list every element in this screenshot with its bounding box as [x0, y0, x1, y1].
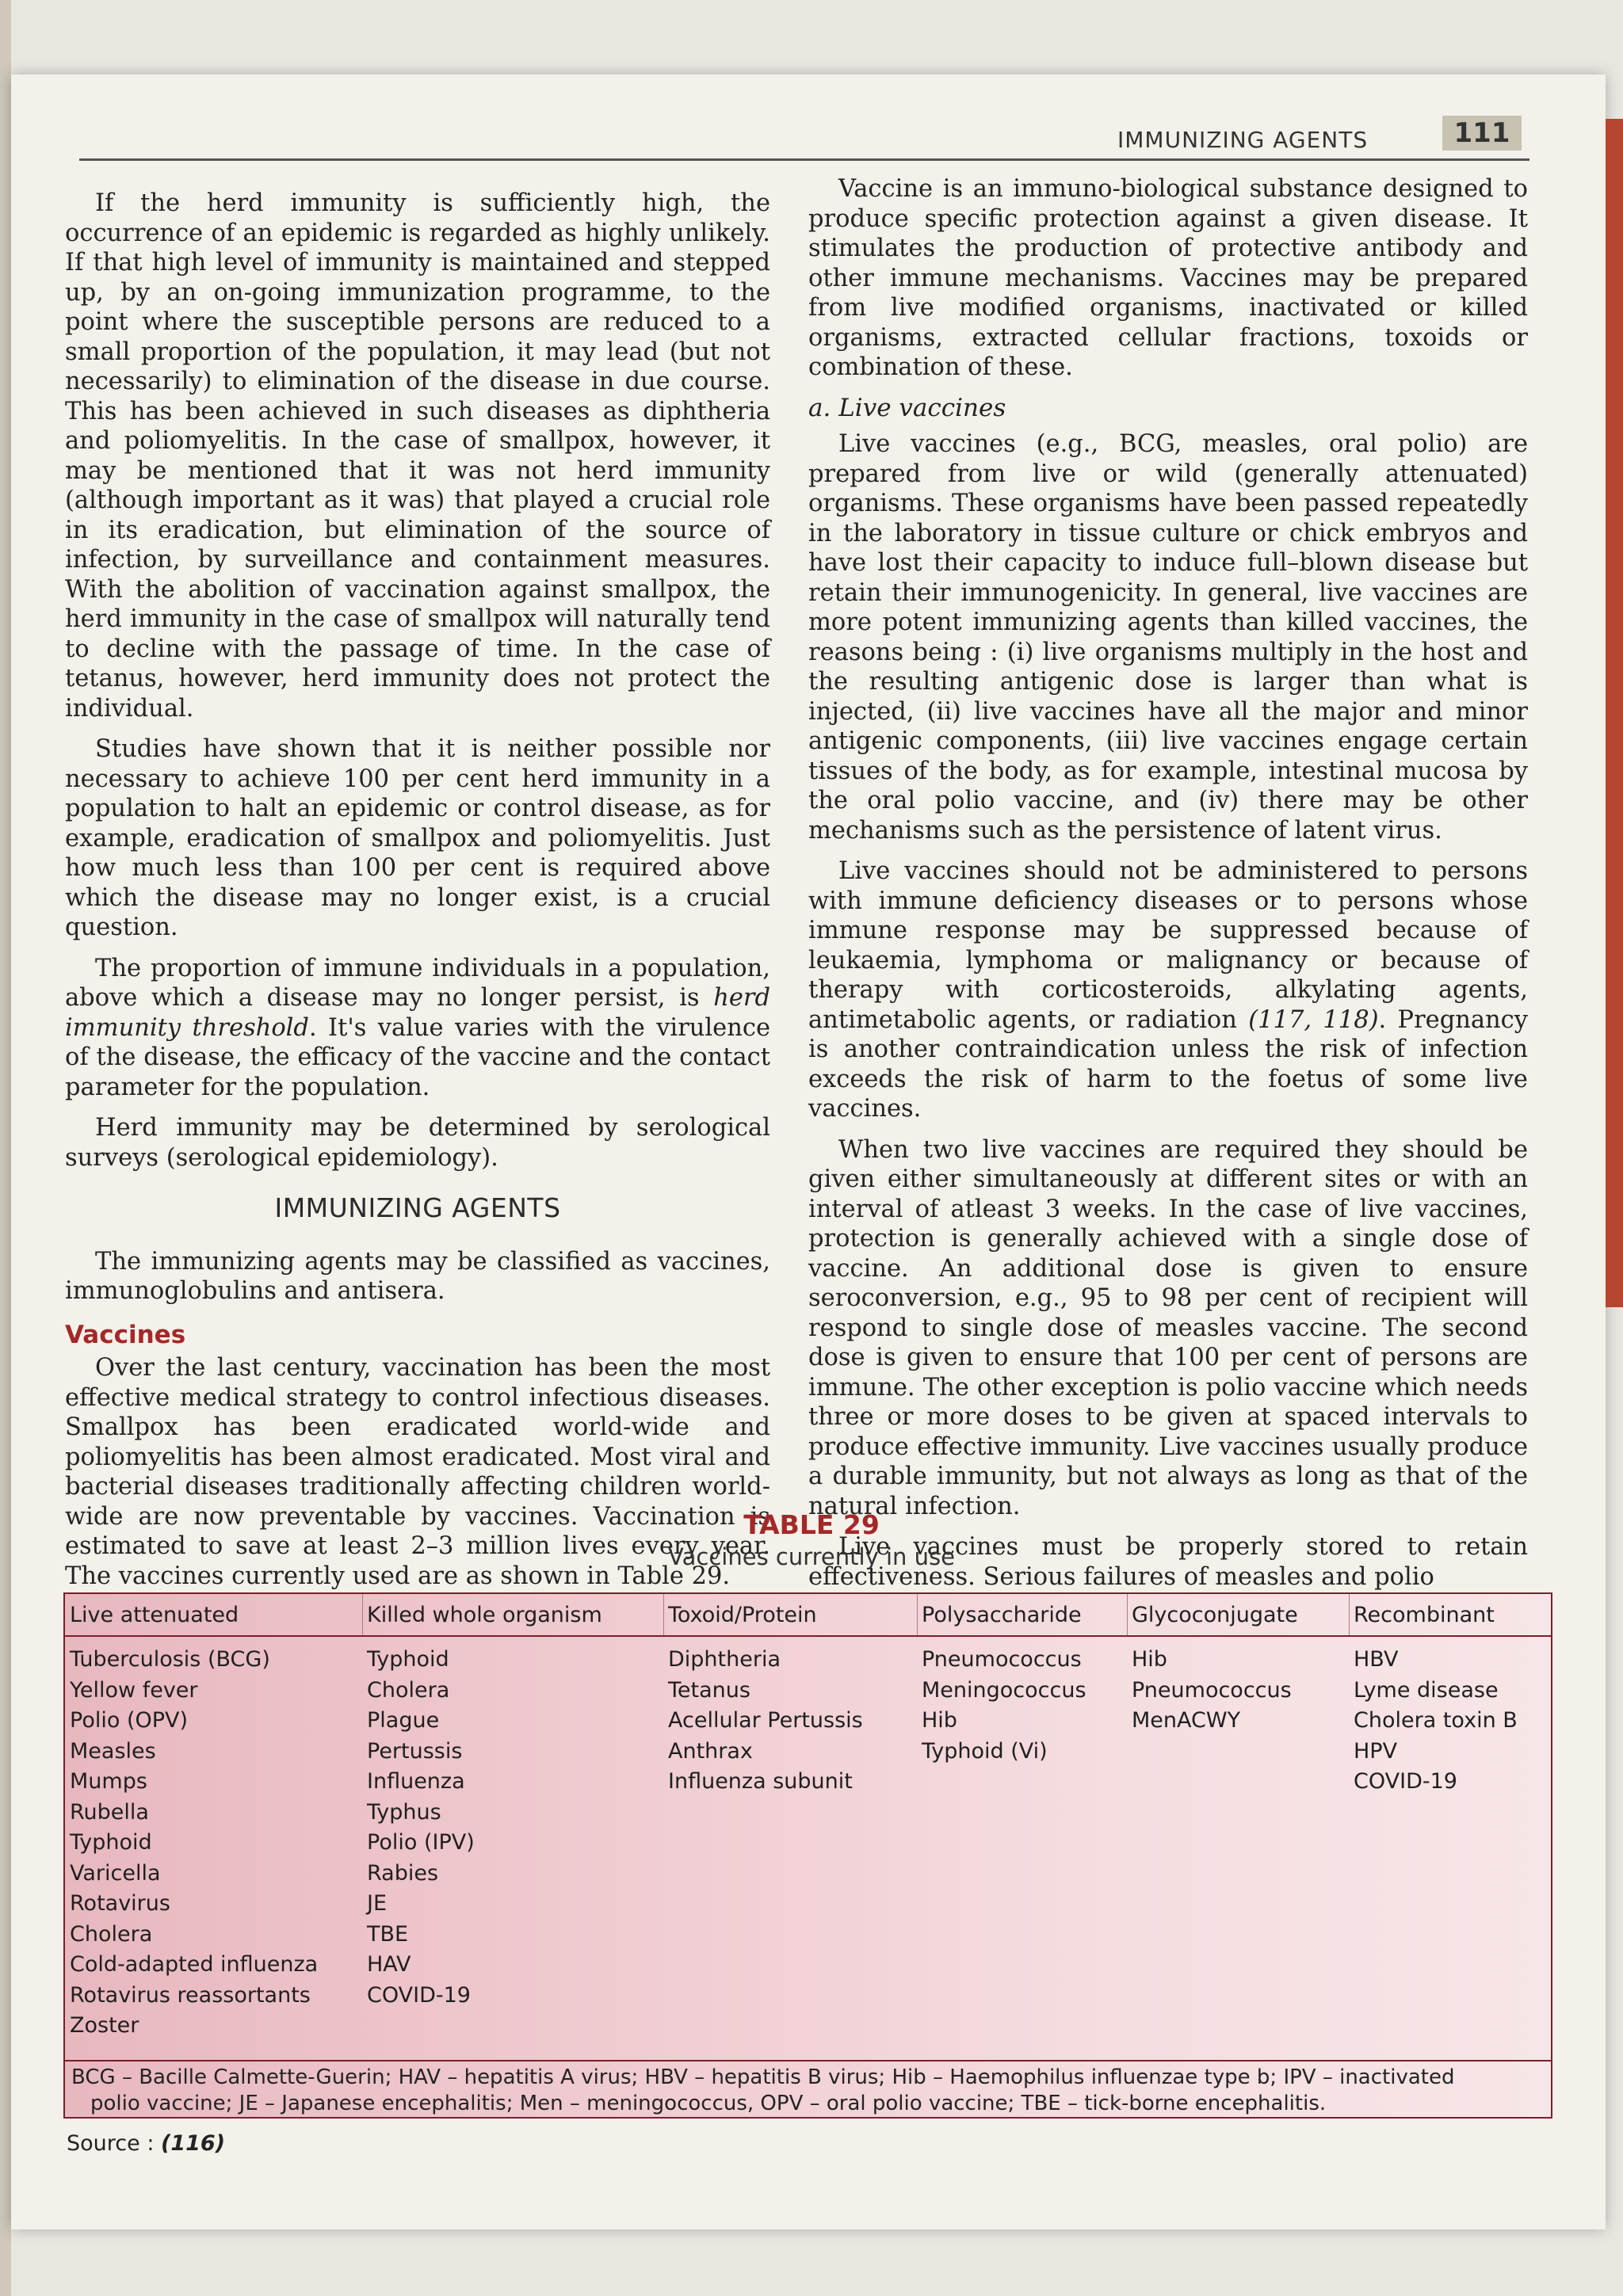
footnote-line: BCG – Bacille Calmette-Guerin; HAV – hepatitis A virus; HBV – hepatitis B virus; Hib – Haemophilus influenzae type b; IPV – inactivated: [71, 2065, 1455, 2089]
paragraph: If the herd immunity is sufficiently high, the occurrence of an epidemic is regarded as highly unlikely. If that high level of immunity is maintained and stepped up, by an on-going immunization programme, to the point where the susceptible persons are reduced to a small proportion of the population, it may lead (but not necessarily) to elimination of the disease in due course. This has been achieved in such diseases as diphtheria and poliomyelitis. In the case of smallpox, however, it may be mentioned that it was not herd immunity (although important as it was) that played a crucial role in its eradication, but elimination of the source of infection, by surveillance and containment measures. With the abolition of vaccination against smallpox, the herd immunity in the case of smallpox will naturally tend to decline with the passage of time. In the case of tetanus, however, herd immunity does not protect the individual.: [65, 189, 770, 723]
vaccines-table: [63, 1592, 1552, 2119]
table-cell: Hib: [922, 1708, 957, 1733]
table-cell: Influenza subunit: [668, 1769, 853, 1794]
table-cell: Acellular Pertussis: [668, 1708, 863, 1733]
column-header: Polysaccharide: [922, 1603, 1082, 1627]
paragraph: [65, 954, 770, 1103]
running-head: IMMUNIZING AGENTS: [1117, 127, 1369, 153]
table-source: [67, 2131, 225, 2156]
paragraph: The immunizing agents may be classified as vaccines, immunoglobulins and antisera.: [65, 1247, 770, 1305]
text-run: Live vaccines should not be administered to persons with immune deficiency diseases or to persons whose immune response may be suppressed because of leukaemia, lymphoma or malignancy or because of therapy with corticosteroids, alkylating agents, antimetabolic agents, or radiation: [808, 857, 1528, 1034]
column-list: [668, 1645, 863, 1798]
section-title: IMMUNIZING AGENTS: [274, 1192, 561, 1223]
footnote-line: polio vaccine; JE – Japanese encephalitis; Men – meningococcus, OPV – oral polio vaccine; TBE – tick-borne encephalitis.: [90, 2092, 1327, 2115]
table-cell: HBV: [1354, 1647, 1399, 1672]
paragraph: [808, 856, 1528, 1124]
table-column: [1349, 1594, 1551, 2061]
source-label: Source :: [67, 2131, 161, 2156]
table-cell: Measles: [70, 1738, 156, 1764]
table-cell: Pneumococcus: [922, 1647, 1082, 1672]
table-cell: Lyme disease: [1354, 1677, 1499, 1703]
table-cell: Pertussis: [367, 1738, 463, 1764]
header-rule: [79, 158, 1529, 161]
table-column: [917, 1594, 1127, 2061]
citation: (117, 118): [1248, 1005, 1379, 1034]
page-number: 111: [1442, 116, 1522, 151]
table-column: [1127, 1594, 1349, 2061]
paragraph: Herd immunity may be determined by serological surveys (serological epidemiology).: [65, 1114, 770, 1172]
table-cell: Typhus: [367, 1799, 441, 1825]
left-column: [65, 189, 770, 1602]
table-subtitle: Vaccines currently in use: [668, 1543, 955, 1570]
paragraph: Live vaccines must be properly stored to retain effectiveness. Serious failures of measles and polio: [808, 1533, 1528, 1591]
text-run: . Pregnancy is another contraindication unless the risk of infection exceeds the risk of harm to the foetus of some live vaccines.: [808, 1005, 1528, 1123]
table-cell: Cholera: [367, 1677, 450, 1703]
column-header: Live attenuated: [70, 1603, 239, 1627]
table-column: [65, 1594, 362, 2061]
column-header: Glycoconjugate: [1132, 1603, 1298, 1627]
table-cell: Rabies: [367, 1860, 439, 1886]
table-column: [362, 1594, 663, 2061]
table-cell: Zoster: [70, 2013, 139, 2038]
column-list: [367, 1645, 475, 2011]
table-cell: Polio (OPV): [70, 1708, 189, 1733]
table-cell: Varicella: [70, 1860, 161, 1886]
table-cell: Hib: [1132, 1647, 1167, 1672]
table-cell: COVID-19: [1354, 1769, 1457, 1794]
text-run: The proportion of immune individuals in a population, above which a disease may no longer persist, is: [65, 954, 770, 1012]
table-cell: Rotavirus reassortants: [70, 1982, 311, 2008]
table-cell: Rotavirus: [70, 1891, 170, 1916]
table-cell: HPV: [1354, 1738, 1398, 1764]
emphasis-term: herd immunity threshold: [65, 984, 770, 1042]
subsection-title: Vaccines: [65, 1320, 186, 1349]
table-cell: MenACWY: [1132, 1708, 1241, 1733]
text-run: . It's value varies with the virulence of the disease, the efficacy of the vaccine and the contact parameter for the population.: [65, 1013, 770, 1101]
book-spine: [0, 0, 11, 2296]
source-ref: (116): [161, 2131, 226, 2156]
table-cell: Cold-adapted influenza: [70, 1952, 319, 1977]
table-column: [663, 1594, 917, 2061]
column-list: [70, 1645, 318, 2042]
paragraph: Live vaccines (e.g., BCG, measles, oral polio) are prepared from live or wild (generally attenuated) organisms. These organisms have been passed repeatedly in the laboratory in tissue culture or chick embryos and have lost their capacity to induce full–blown disease but retain their immunogenicity. In general, live vaccines are more potent immunizing agents than killed vaccines, the reasons being : (i) live organisms multiply in the host and the resulting antigenic dose is larger than what is injected, (ii) live vaccines have all the major and minor antigenic components, (iii) live vaccines engage certain tissues of the body, as for example, intestinal mucosa by the oral polio vaccine, and (iv) there may be other mechanisms such as the persistence of latent virus.: [808, 430, 1528, 845]
paragraph: Vaccine is an immuno-biological substance designed to produce specific protection against a given disease. It stimulates the production of protective antibody and other immune mechanisms. Vaccines may be prepared from live modified organisms, inactivated or killed organisms, extracted cellular fractions, toxoids or combination of these.: [808, 175, 1528, 381]
table-cell: Diphtheria: [668, 1647, 781, 1672]
right-column: [808, 174, 1528, 1603]
paragraph: Studies have shown that it is neither possible nor necessary to achieve 100 per cent herd immunity in a population to halt an epidemic or control disease, as for example, eradication of smallpox and poliomyelitis. Just how much less than 100 per cent is required above which the disease may no longer exist, is a crucial question.: [65, 735, 770, 941]
column-header: Recombinant: [1354, 1603, 1495, 1627]
table-cell: Cholera toxin B: [1354, 1708, 1518, 1733]
table-cell: HAV: [367, 1952, 411, 1977]
table-cell: Typhoid (Vi): [922, 1738, 1048, 1764]
table-cell: Tetanus: [668, 1677, 750, 1703]
table-cell: TBE: [367, 1921, 409, 1947]
table-cell: Yellow fever: [70, 1677, 198, 1703]
paragraph: When two live vaccines are required they should be given either simultaneously at different sites or with an interval of atleast 3 weeks. In the case of live vaccines, protection is generally achieved with a single dose of vaccine. An additional dose is given to ensure seroconversion, e.g., 95 to 98 per cent of recipient will respond to single dose of measles vaccine. The second dose is given to ensure that 100 per cent of persons are immune. The other exception is polio vaccine which needs three or more doses to be given at spaced intervals to produce effective immunity. Live vaccines usually produce a durable immunity, but not always as long as that of the natural infection.: [808, 1135, 1528, 1520]
column-header: Toxoid/Protein: [668, 1603, 817, 1627]
table-caption: [0, 1509, 1623, 1570]
table-cell: Influenza: [367, 1769, 465, 1794]
table-title: TABLE 29: [743, 1509, 880, 1540]
page-edge-marker: [1606, 119, 1623, 1307]
table-cell: Plague: [367, 1708, 440, 1733]
table-cell: Rubella: [70, 1799, 149, 1825]
table-cell: Pneumococcus: [1132, 1677, 1292, 1703]
column-header: Killed whole organism: [367, 1603, 602, 1627]
subsection-title: a. Live vaccines: [808, 393, 1006, 422]
table-cell: Typhoid: [367, 1647, 449, 1672]
column-list: [922, 1645, 1086, 1767]
table-cell: Anthrax: [668, 1738, 753, 1764]
column-list: [1132, 1645, 1292, 1737]
table-cell: Meningococcus: [922, 1677, 1086, 1703]
column-list: [1354, 1645, 1518, 1798]
table-cell: COVID-19: [367, 1982, 471, 2008]
table-cell: Tuberculosis (BCG): [70, 1647, 270, 1672]
table-cell: JE: [367, 1891, 388, 1916]
paragraph: Over the last century, vaccination has been the most effective medical strategy to control infectious diseases. Smallpox has been eradicated world-wide and poliomyelitis has been almost eradicated. Most viral and bacterial diseases traditionally affecting children world-wide are now preventable by vaccines. Vaccination is estimated to save at least 2–3 million lives every year. The vaccines currently used are as shown in Table 29.: [65, 1354, 770, 1590]
table-cell: Typhoid: [70, 1830, 152, 1855]
table-cell: Polio (IPV): [367, 1830, 475, 1855]
table-cell: Cholera: [70, 1921, 153, 1947]
table-footnote: [65, 2060, 1551, 2115]
table-cell: Mumps: [70, 1769, 147, 1794]
